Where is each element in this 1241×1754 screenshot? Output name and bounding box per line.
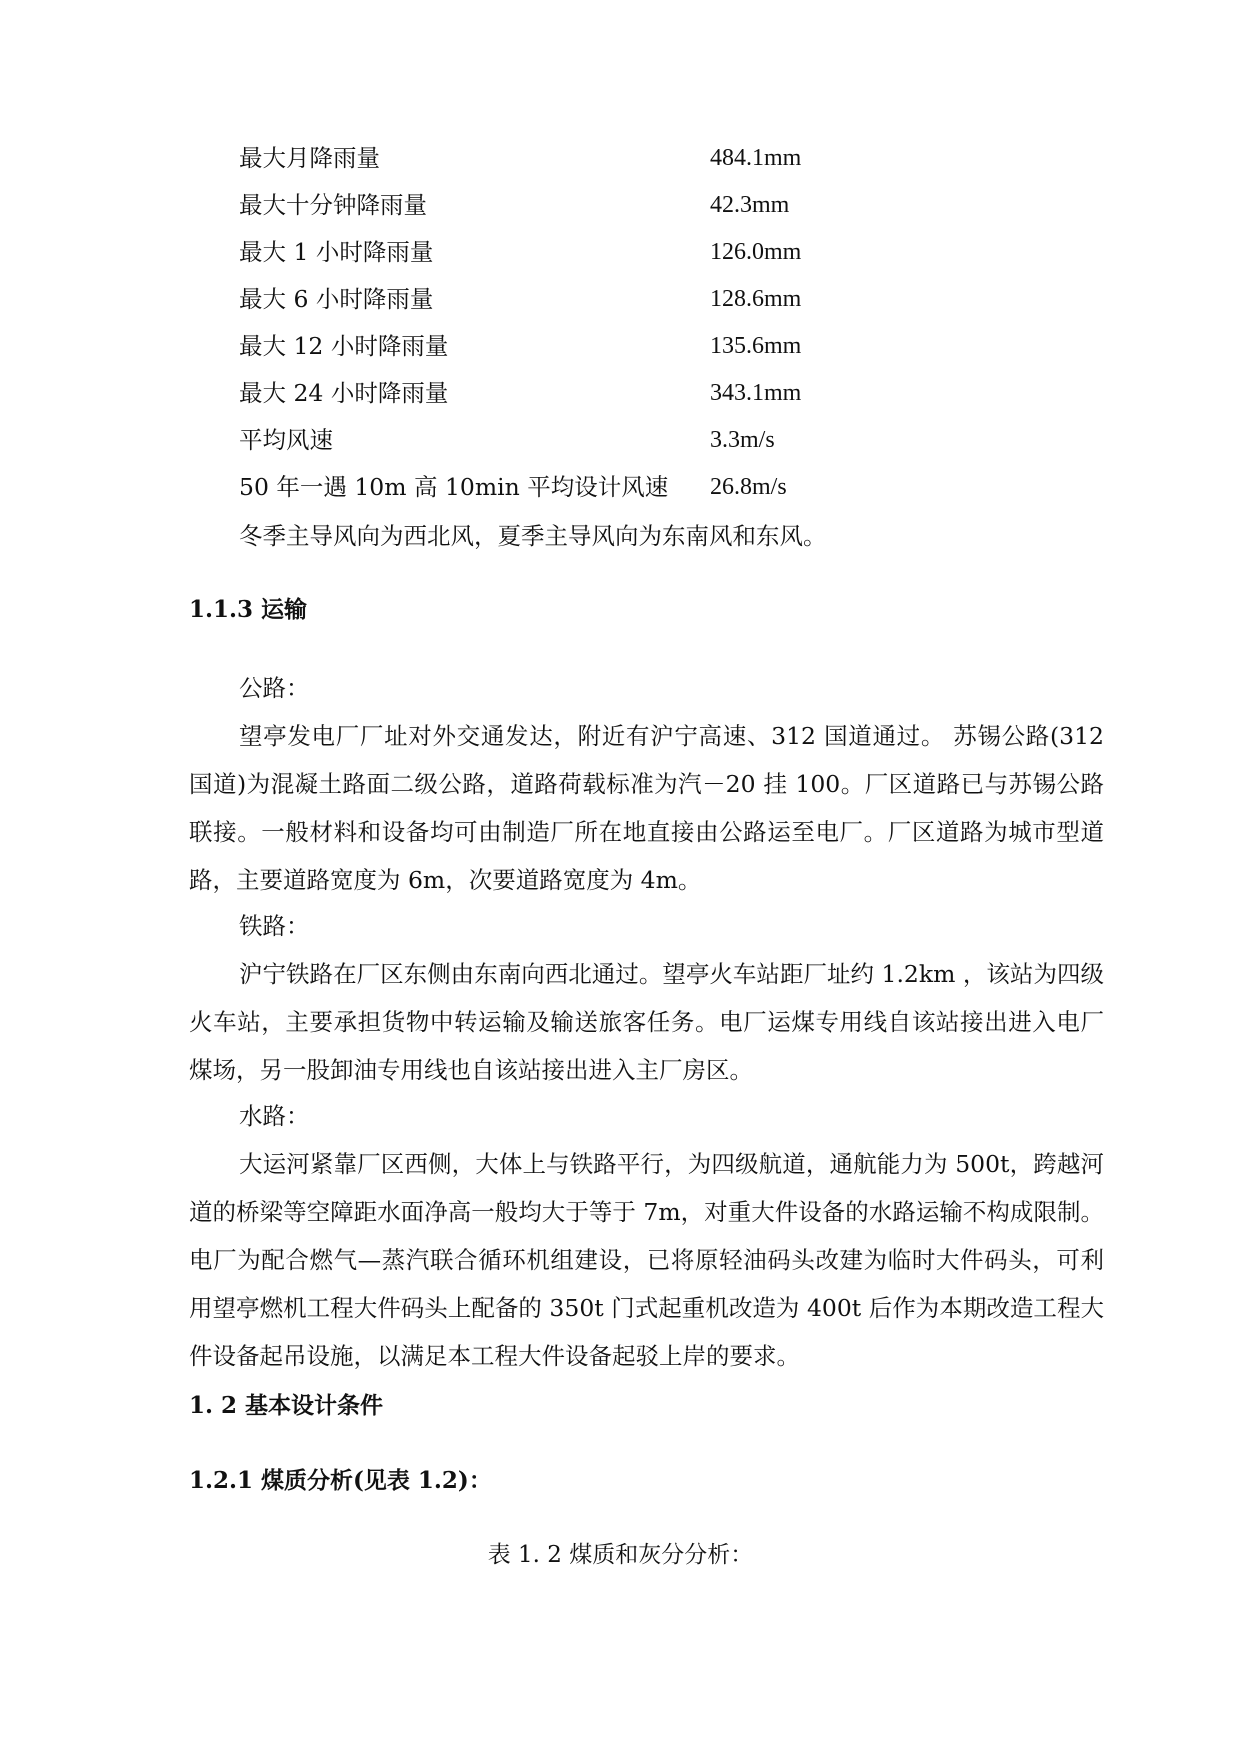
road-label: 公路：: [239, 674, 310, 702]
meteo-value: 42.3mm: [710, 192, 790, 218]
meteo-label: 最大十分钟降雨量: [239, 191, 427, 219]
meteo-row: [239, 467, 1139, 507]
rail-paragraph: 沪宁铁路在厂区东侧由东南向西北通过。望亭火车站距厂址约 1.2km ，该站为四级火车站，主要承担货物中转运输及输送旅客任务。电厂运煤专用线自该站接出进入电厂煤场，另一股卸油专用线也自该站接出进入主厂房区。: [189, 960, 1104, 1084]
road-paragraph: 望亭发电厂厂址对外交通发达，附近有沪宁高速、312 国道通过。 苏锡公路(312国道)为混凝土路面二级公路，道路荷载标准为汽－20 挂 100。厂区道路已与苏锡公路联接。一般材料和设备均可由制造厂所在地直接由公路运至电厂。厂区道路为城市型道路，主要道路宽度为 6m，次要道路宽度为 4m。: [189, 722, 1104, 894]
meteo-row: [239, 420, 1139, 460]
meteo-label: 最大月降雨量: [239, 144, 380, 172]
meteo-value: 3.3m/s: [710, 427, 775, 453]
wind-direction-note: 冬季主导风向为西北风，夏季主导风向为东南风和东风。: [239, 522, 827, 550]
meteo-value: 343.1mm: [710, 380, 802, 406]
meteo-row: [239, 373, 1139, 413]
meteo-row: [239, 138, 1139, 178]
section-heading-coal-analysis: 1.2.1 煤质分析(见表 1.2)：: [189, 1467, 492, 1494]
table-caption: 表 1. 2 煤质和灰分分析：: [487, 1542, 754, 1568]
meteo-label: 50 年一遇 10m 高 10min 平均设计风速: [239, 473, 669, 501]
meteo-value: 26.8m/s: [710, 474, 787, 500]
water-paragraph: 大运河紧靠厂区西侧，大体上与铁路平行，为四级航道，通航能力为 500t，跨越河道的桥梁等空障距水面净高一般均大于等于 7m，对重大件设备的水路运输不构成限制。电厂为配合燃气—蒸汽联合循环机组建设，已将原轻油码头改建为临时大件码头，可利用望亭燃机工程大件码头上配备的 350t 门式起重机改造为 400t 后作为本期改造工程大件设备起吊设施，以满足本工程大件设备起驳上岸的要求。: [189, 1150, 1104, 1370]
meteo-label: 平均风速: [239, 426, 333, 454]
meteo-row: [239, 232, 1139, 272]
meteo-value: 135.6mm: [710, 333, 802, 359]
section-heading-design-conditions: 1. 2 基本设计条件: [189, 1392, 384, 1419]
meteo-value: 126.0mm: [710, 239, 802, 265]
meteo-row: [239, 185, 1139, 225]
water-label: 水路：: [239, 1102, 310, 1130]
meteo-value: 128.6mm: [710, 286, 802, 312]
meteo-label: 最大 24 小时降雨量: [239, 379, 449, 407]
rail-label: 铁路：: [239, 912, 310, 940]
section-heading-transport: 1.1.3 运输: [189, 596, 308, 623]
meteo-label: 最大 6 小时降雨量: [239, 285, 434, 313]
meteo-row: [239, 279, 1139, 319]
meteo-value: 484.1mm: [710, 145, 802, 171]
meteo-label: 最大 12 小时降雨量: [239, 332, 449, 360]
meteo-row: [239, 326, 1139, 366]
meteo-label: 最大 1 小时降雨量: [239, 238, 434, 266]
